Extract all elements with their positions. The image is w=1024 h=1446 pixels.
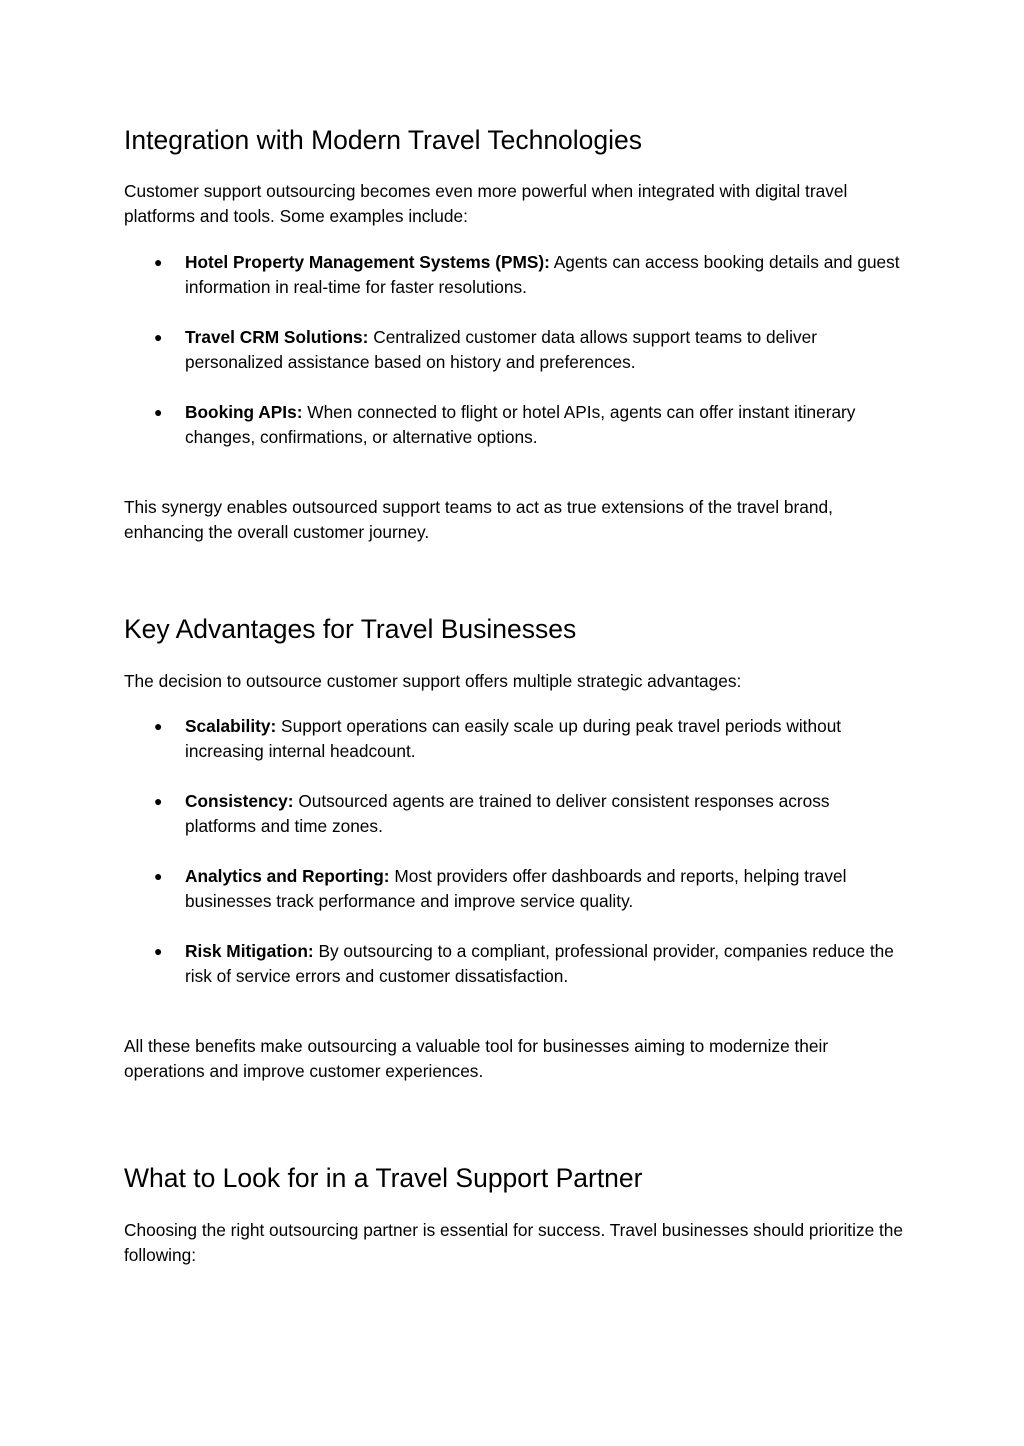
list-item-text: Support operations can easily scale up during peak travel periods without increasing internal headcount. — [185, 716, 842, 761]
list-item-text: By outsourcing to a compliant, professional provider, companies reduce the risk of service errors and customer dissatisfaction. — [185, 941, 894, 986]
list-item-content — [185, 714, 904, 764]
section-heading: Key Advantages for Travel Businesses — [124, 614, 577, 644]
list-item-content — [185, 400, 904, 450]
list-item-term: Analytics and Reporting: — [185, 866, 390, 886]
bullet-icon: ● — [154, 943, 163, 959]
list-item-term: Scalability: — [185, 716, 277, 736]
bullet-icon: ● — [154, 793, 163, 809]
list-item-content — [185, 864, 904, 914]
list-item-text: Outsourced agents are trained to deliver consistent responses across platforms and time zones. — [185, 791, 830, 836]
list-item-content — [185, 789, 904, 839]
list-item-content — [185, 325, 904, 375]
bullet-icon: ● — [154, 868, 163, 884]
list-item-text: Most providers offer dashboards and reports, helping travel businesses track performance and improve service quality. — [185, 866, 847, 911]
list-item-text: When connected to flight or hotel APIs, agents can offer instant itinerary changes, confirmations, or alternative options. — [185, 402, 856, 447]
list-item-term: Consistency: — [185, 791, 294, 811]
section-intro: Customer support outsourcing becomes even more powerful when integrated with digital travel platforms and tools. Some examples include: — [124, 181, 848, 226]
list-item-term: Risk Mitigation: — [185, 941, 314, 961]
section-heading: What to Look for in a Travel Support Partner — [124, 1163, 643, 1193]
list-item-term: Booking APIs: — [185, 402, 303, 422]
bullet-icon: ● — [154, 254, 163, 270]
section-closing: This synergy enables outsourced support teams to act as true extensions of the travel brand, enhancing the overall customer journey. — [124, 497, 833, 542]
bullet-icon: ● — [154, 329, 163, 345]
bullet-icon: ● — [154, 718, 163, 734]
bullet-icon: ● — [154, 404, 163, 420]
section-intro: Choosing the right outsourcing partner is essential for success. Travel businesses should prioritize the following: — [124, 1220, 904, 1265]
section-closing: All these benefits make outsourcing a valuable tool for businesses aiming to modernize their operations and improve customer experiences. — [124, 1036, 829, 1081]
list-item-term: Hotel Property Management Systems (PMS): — [185, 252, 550, 272]
list-item-text: Agents can access booking details and guest information in real-time for faster resolutions. — [185, 252, 900, 297]
list-item-content — [185, 250, 904, 300]
section-heading: Integration with Modern Travel Technologies — [124, 125, 643, 155]
section-intro: The decision to outsource customer support offers multiple strategic advantages: — [124, 671, 742, 691]
list-item-text: Centralized customer data allows support teams to deliver personalized assistance based on history and preferences. — [185, 327, 817, 372]
list-item-content — [185, 939, 904, 989]
list-item-term: Travel CRM Solutions: — [185, 327, 369, 347]
